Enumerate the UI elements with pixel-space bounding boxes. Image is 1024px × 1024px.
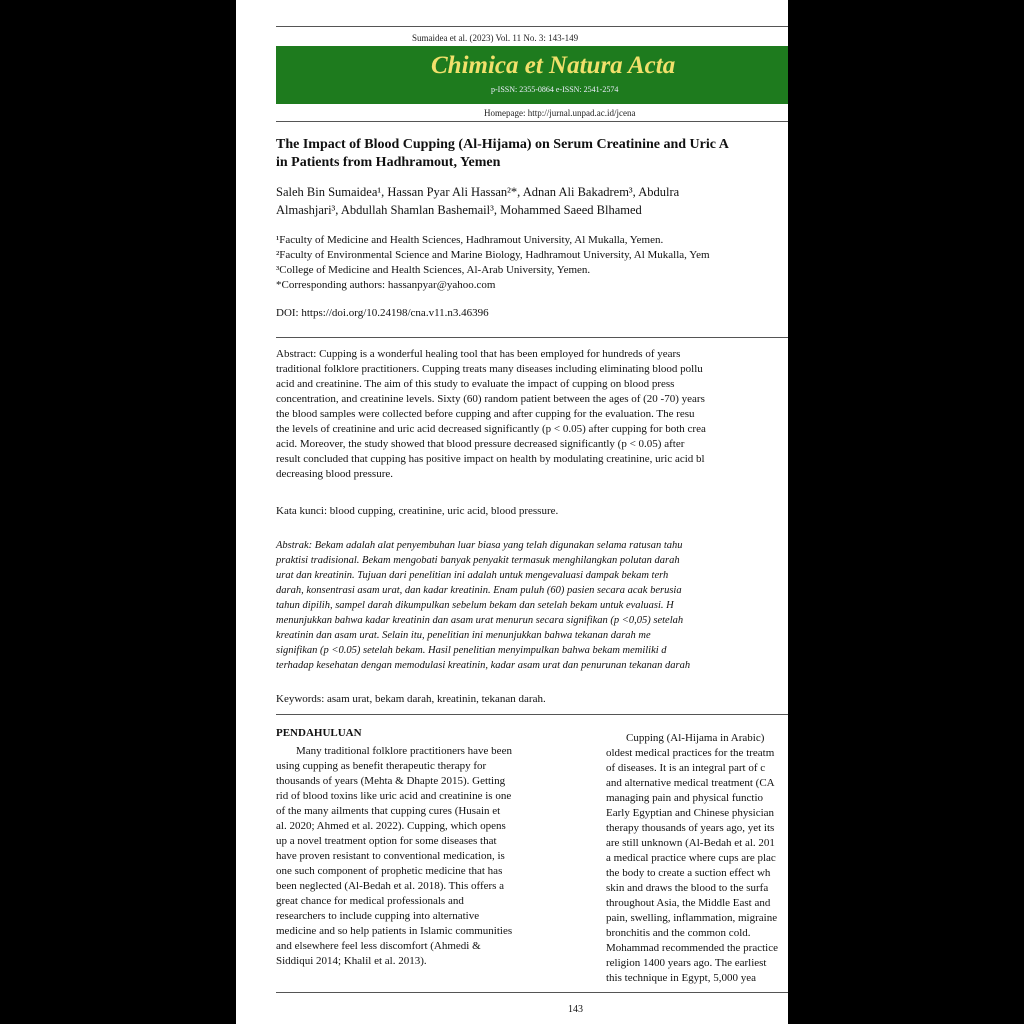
authors-line-1: Saleh Bin Sumaidea¹, Hassan Pyar Ali Hassan²*, Adnan Ali Bakadrem³, Abdulra	[276, 185, 680, 199]
journal-title: Chimica et Natura Acta	[431, 52, 676, 79]
section-heading: PENDAHULUAN	[276, 727, 362, 739]
body-line: researchers to include cupping into alternative	[276, 910, 480, 922]
abstract-line: result concluded that cupping has positive impact on health by modulating creatinine, uric acid bl	[276, 453, 705, 465]
body-line: al. 2020; Ahmed et al. 2022). Cupping, which opens	[276, 820, 506, 832]
abstract-rule-top	[276, 337, 788, 338]
abstrak-line: darah, konsentrasi asam urat, dan kadar kreatinin. Enam puluh (60) pasien secara acak berusia	[276, 585, 682, 596]
body-line: a medical practice where cups are plac	[606, 852, 776, 864]
abstrak-line: terhadap kesehatan dengan memodulasi kreatinin, kadar asam urat dan penurunan tekanan darah	[276, 660, 691, 671]
body-line: Cupping (Al-Hijama in Arabic)	[626, 732, 765, 744]
body-line: of diseases. It is an integral part of c	[606, 762, 766, 774]
body-line: great chance for medical professionals and	[276, 895, 464, 907]
abstract-line: the levels of creatinine and uric acid decreased significantly (p < 0.05) after cupping for both crea	[276, 423, 706, 435]
affiliation-1: ¹Faculty of Medicine and Health Sciences, Hadhramout University, Al Mukalla, Yemen.	[276, 234, 664, 246]
body-line: managing pain and physical functio	[606, 792, 764, 804]
body-line: have proven resistant to conventional medication, is	[276, 850, 505, 862]
affiliation-2: ²Faculty of Environmental Science and Marine Biology, Hadhramout University, Al Mukalla, Yem	[276, 249, 710, 261]
body-line: up a novel treatment option for some diseases that	[276, 835, 497, 847]
abstract-rule-bottom	[276, 714, 788, 715]
abstract-line: acid. Moreover, the study showed that blood pressure decreased significantly (p < 0.05) after	[276, 438, 685, 450]
abstrak-line: Abstrak: Bekam adalah alat penyembuhan luar biasa yang telah digunakan selama ratusan tahu	[276, 540, 683, 551]
body-line: skin and draws the blood to the surfa	[606, 882, 769, 894]
header-rule-bottom	[276, 121, 788, 122]
body-line: Mohammad recommended the practice	[606, 942, 778, 954]
keywords: Keywords: asam urat, bekam darah, kreatinin, tekanan darah.	[276, 693, 546, 705]
authors-line-2: Almashjari³, Abdullah Shamlan Bashemail³, Mohammed Saeed Blhamed	[276, 203, 642, 217]
body-line: medicine and so help patients in Islamic communities	[276, 925, 513, 937]
abstract-line: decreasing blood pressure.	[276, 468, 393, 480]
body-line: using cupping as benefit therapeutic therapy for	[276, 760, 487, 772]
paper-title-line-2: in Patients from Hadhramout, Yemen	[276, 155, 501, 170]
body-line: bronchitis and the common cold.	[606, 927, 751, 939]
abstrak-line: urat dan kreatinin. Tujuan dari penelitian ini adalah untuk mengevaluasi dampak bekam terh	[276, 570, 669, 581]
abstract-line: acid and creatinine. The aim of this study to evaluate the impact of cupping on blood press	[276, 378, 675, 390]
abstract-line: traditional folklore practitioners. Cupping treats many diseases including eliminating blood pollu	[276, 363, 703, 375]
body-line: and elsewhere feel less discomfort (Ahmedi &	[276, 940, 481, 952]
body-line: throughout Asia, the Middle East and	[606, 897, 771, 909]
journal-banner	[276, 46, 788, 104]
body-line: rid of blood toxins like uric acid and creatinine is one	[276, 790, 512, 802]
body-line: oldest medical practices for the treatm	[606, 747, 775, 759]
corresponding-author: *Corresponding authors: hassanpyar@yahoo.com	[276, 279, 496, 291]
body-line: therapy thousands of years ago, yet its	[606, 822, 775, 834]
body-line: thousands of years (Mehta & Dhapte 2015). Getting	[276, 775, 506, 787]
body-line: this technique in Egypt, 5,000 yea	[606, 972, 756, 984]
paper-page	[236, 0, 788, 1024]
body-line: are still unknown (Al-Bedah et al. 201	[606, 837, 775, 849]
body-line: one such component of prophetic medicine that has	[276, 865, 503, 877]
journal-issn: p-ISSN: 2355-0864 e-ISSN: 2541-2574	[491, 85, 619, 94]
journal-homepage: Homepage: http://jurnal.unpad.ac.id/jcena	[484, 108, 636, 118]
affiliation-3: ³College of Medicine and Health Sciences, Al-Arab University, Yemen.	[276, 264, 591, 276]
abstract-line: the blood samples were collected before cupping and after cupping for the evaluation. The resu	[276, 408, 695, 420]
body-line: pain, swelling, inflammation, migraine	[606, 912, 778, 924]
page-number: 143	[568, 1004, 583, 1015]
abstrak-line: praktisi tradisional. Bekam mengobati banyak penyakit termasuk menghilangkan polutan darah	[276, 555, 680, 566]
abstract-line: Abstract: Cupping is a wonderful healing tool that has been employed for hundreds of years	[276, 348, 681, 360]
paper-title-line-1: The Impact of Blood Cupping (Al-Hijama) on Serum Creatinine and Uric A	[276, 137, 729, 152]
abstrak-line: menunjukkan bahwa kadar kreatinin dan asam urat menurun secara signifikan (p <0,05) setelah	[276, 615, 684, 626]
body-line: the body to create a suction effect wh	[606, 867, 771, 879]
body-line: been neglected (Al-Bedah et al. 2018). This offers a	[276, 880, 505, 892]
kata-kunci: Kata kunci: blood cupping, creatinine, uric acid, blood pressure.	[276, 505, 559, 517]
journal-citation: Sumaidea et al. (2023) Vol. 11 No. 3: 143-149	[412, 33, 579, 43]
abstrak-line: kreatinin dan asam urat. Selain itu, penelitian ini menunjukkan bahwa tekanan darah me	[276, 630, 651, 641]
footer-rule	[276, 992, 788, 993]
header-rule-top	[276, 26, 788, 27]
body-line: Early Egyptian and Chinese physician	[606, 807, 775, 819]
body-line: and alternative medical treatment (CA	[606, 777, 775, 789]
body-line: of the many ailments that cupping cures (Husain et	[276, 805, 501, 817]
body-line: Many traditional folklore practitioners have been	[296, 745, 512, 757]
abstrak-line: signifikan (p <0.05) setelah bekam. Hasil penelitian menyimpulkan bahwa bekam memiliki d	[276, 645, 667, 656]
doi-link[interactable]: DOI: https://doi.org/10.24198/cna.v11.n3.46396	[276, 307, 489, 319]
body-line: Siddiqui 2014; Khalil et al. 2013).	[276, 955, 427, 967]
abstract-line: concentration, and creatinine levels. Sixty (60) random patient between the ages of (20 -70) years	[276, 393, 705, 405]
abstrak-line: tahun dipilih, sampel darah dikumpulkan sebelum bekam dan setelah bekam untuk evaluasi. H	[276, 600, 674, 611]
body-line: religion 1400 years ago. The earliest	[606, 957, 767, 969]
